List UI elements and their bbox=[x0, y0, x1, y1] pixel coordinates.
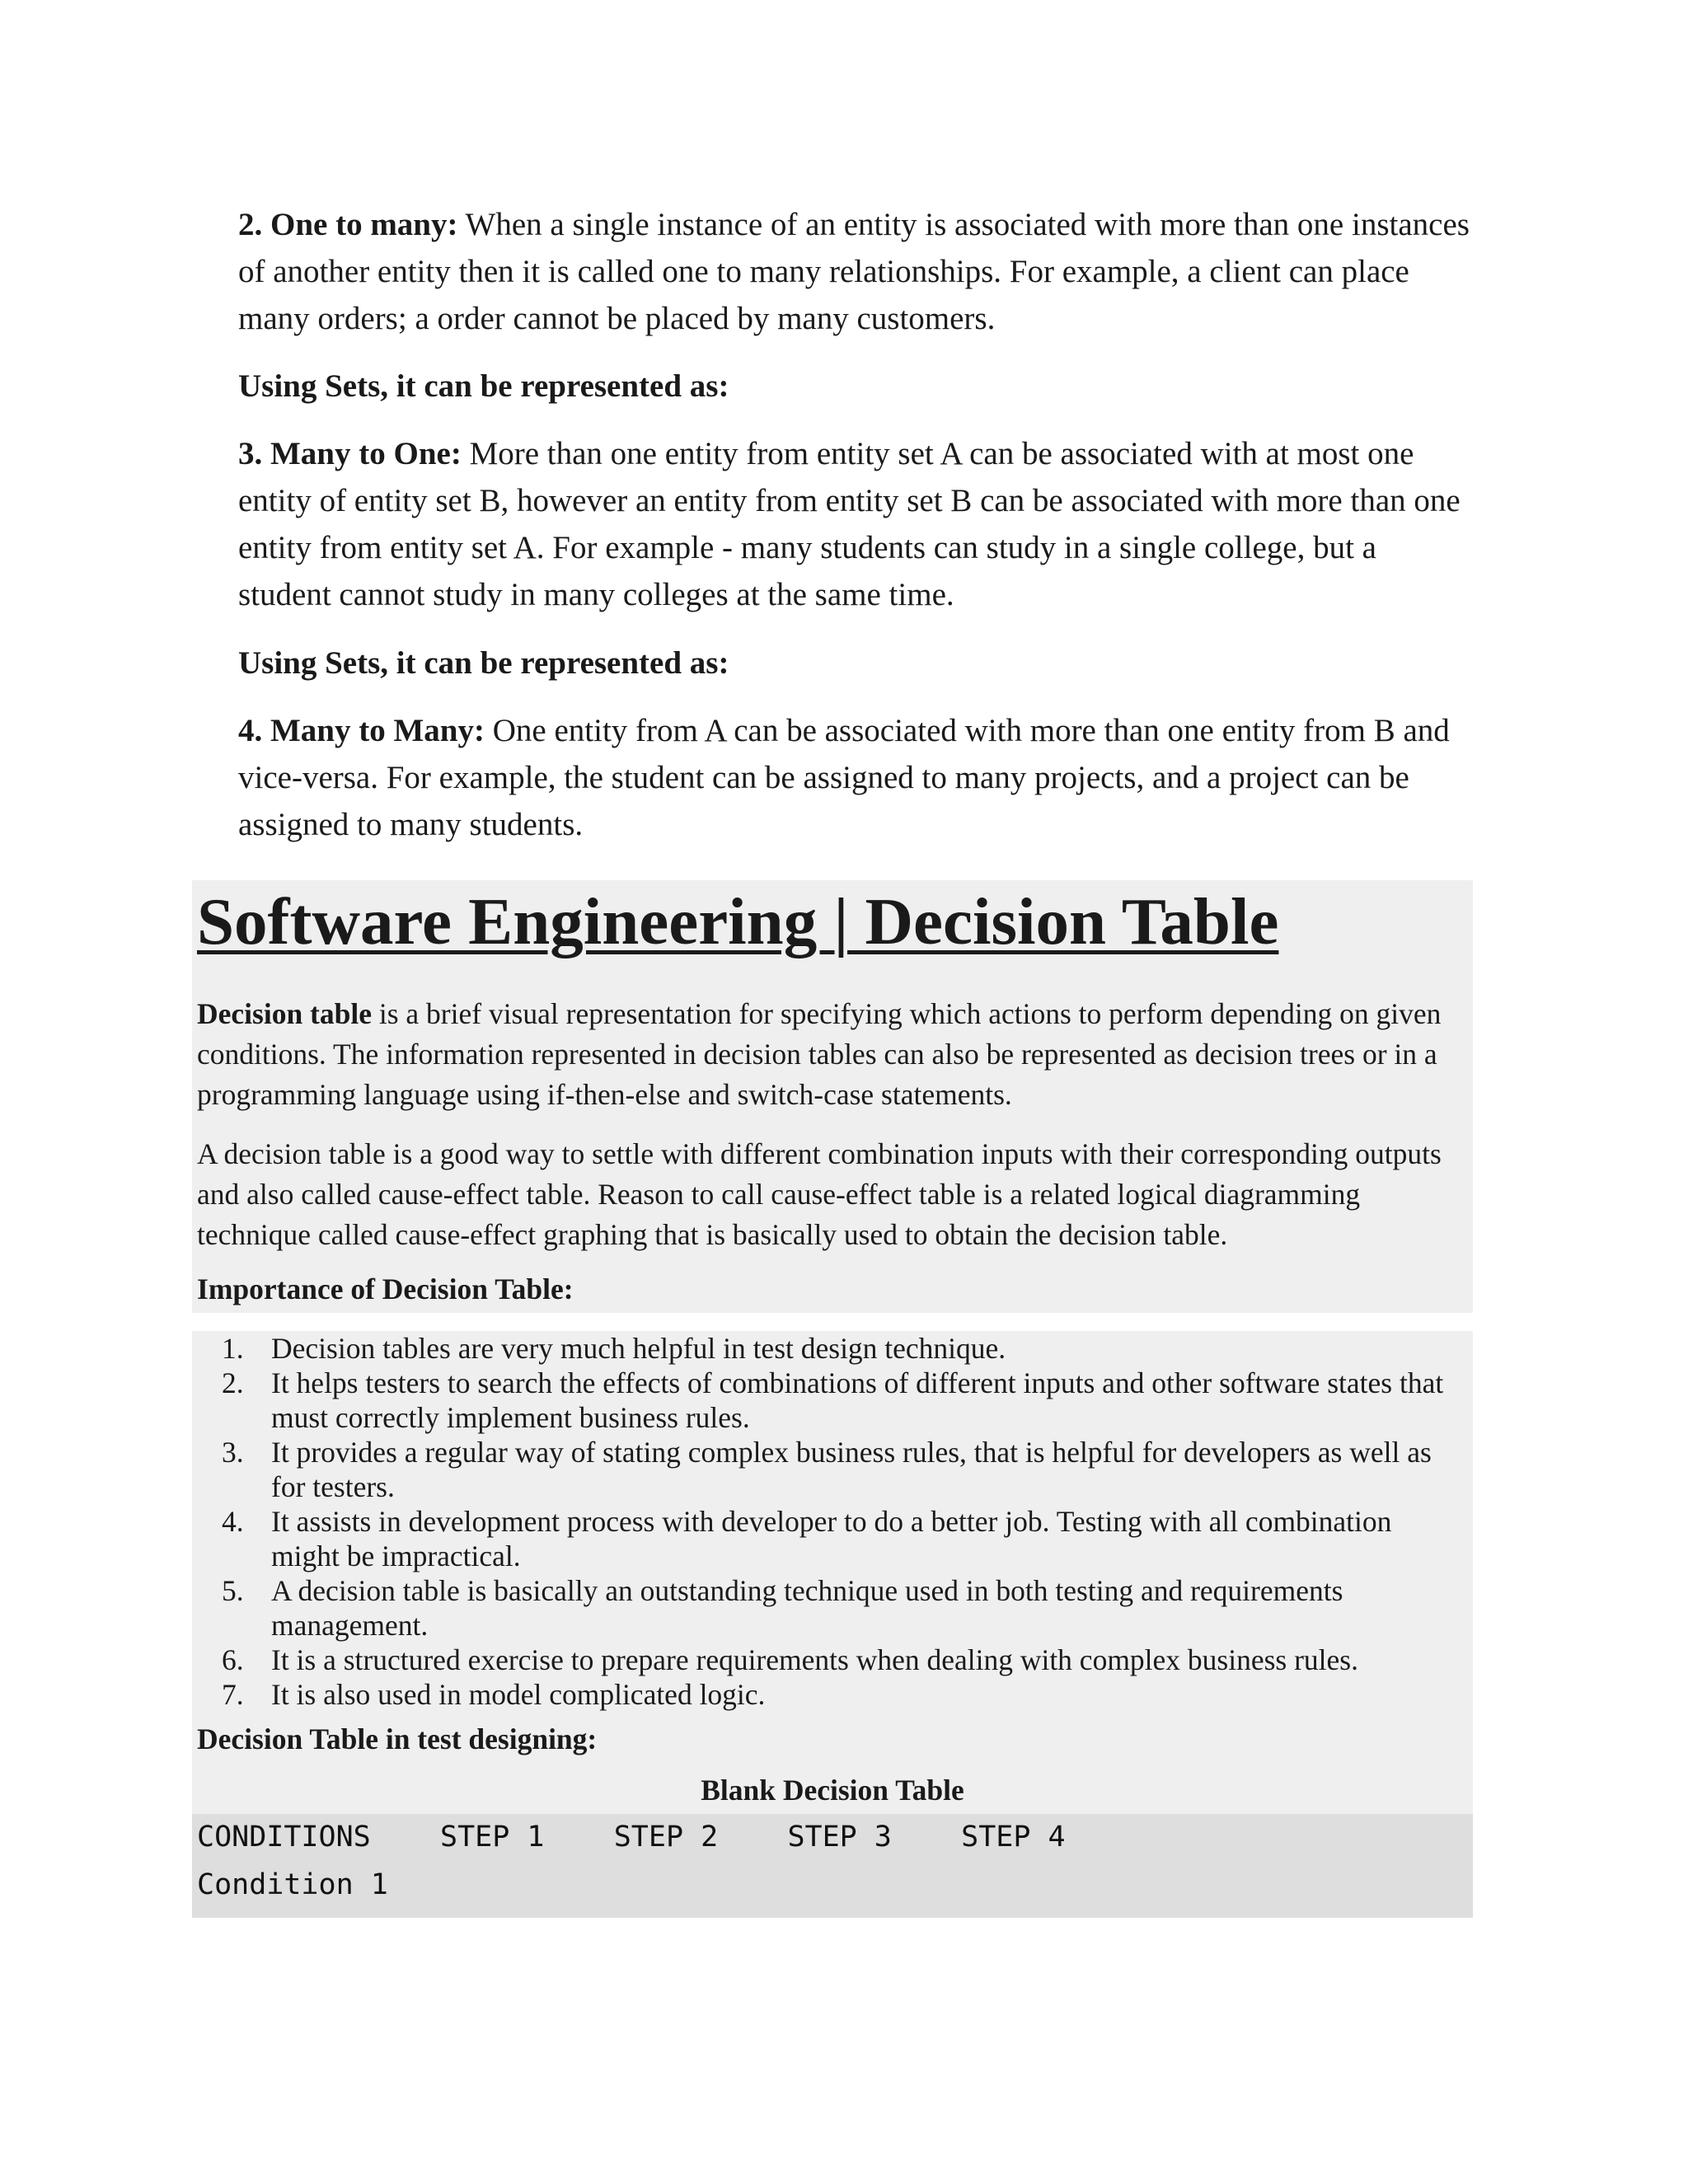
one-to-many-text: When a single instance of an entity is associated with more than one instances of another entity then it is called one to many relationships. For example, a client can place many orders; a order cannot be placed by many customers. bbox=[238, 207, 1470, 336]
code-block bbox=[192, 1814, 1473, 1918]
importance-heading: Importance of Decision Table: bbox=[197, 1272, 574, 1305]
sets-caption: Using Sets, it can be represented as: bbox=[238, 645, 729, 681]
list-number: 7. bbox=[222, 1678, 244, 1711]
list-item-text: It is a structured exercise to prepare requirements when dealing with complex business rules. bbox=[271, 1643, 1358, 1676]
list-item-text: It helps testers to search the effects of combinations of different inputs and other software states that must correctly implement business rules. bbox=[271, 1366, 1444, 1434]
cause-effect-paragraph: A decision table is a good way to settle with different combination inputs with their corresponding outputs and also called cause-effect table. Reason to call cause-effect table is a related logical diagramming technique called cause-effect graphing that is basically used to obtain the decision table. bbox=[197, 1137, 1442, 1251]
one-to-many-paragraph bbox=[238, 201, 1475, 342]
list-item-text: Decision tables are very much helpful in test design technique. bbox=[271, 1332, 1006, 1365]
list-item bbox=[213, 1331, 1466, 1366]
many-to-one-label: 3. Many to One: bbox=[238, 436, 462, 471]
list-number: 3. bbox=[222, 1436, 244, 1469]
list-item-text: It is also used in model complicated logic. bbox=[271, 1678, 766, 1711]
many-to-one-paragraph bbox=[238, 430, 1475, 618]
list-item bbox=[213, 1366, 1466, 1435]
importance-list bbox=[213, 1331, 1466, 1712]
intro-paragraph bbox=[197, 994, 1473, 1115]
many-to-many-text: One entity from A can be associated with more than one entity from B and vice-versa. For example, the student can be assigned to many projects, and a project can be assigned to many students. bbox=[238, 713, 1450, 842]
code-line-condition: Condition 1 bbox=[197, 1868, 388, 1901]
intro-bold-term: Decision table bbox=[197, 997, 372, 1030]
intro-text: is a brief visual representation for specifying which actions to perform depending on given conditions. The information represented in decision tables can also be represented as decision trees or in a programming language using if-then-else and switch-case statements. bbox=[197, 997, 1442, 1111]
list-number: 4. bbox=[222, 1505, 244, 1538]
list-item bbox=[213, 1573, 1466, 1643]
sets-caption: Using Sets, it can be represented as: bbox=[238, 368, 729, 404]
list-item-text: A decision table is basically an outstanding technique used in both testing and requirements management. bbox=[271, 1574, 1343, 1642]
many-to-one-text: More than one entity from entity set A can be associated with at most one entity of entity set B, however an entity from entity set B can be associated with more than one entity from entity set A. For example - many students can study in a single college, but a student cannot study in many colleges at the same time. bbox=[238, 436, 1461, 612]
list-item bbox=[213, 1435, 1466, 1504]
many-to-many-label: 4. Many to Many: bbox=[238, 713, 485, 748]
list-number: 2. bbox=[222, 1366, 244, 1399]
section-title: Software Engineering | Decision Table bbox=[197, 884, 1279, 958]
list-number: 1. bbox=[222, 1332, 244, 1365]
list-item-text: It provides a regular way of stating complex business rules, that is helpful for developers as well as for testers. bbox=[271, 1436, 1432, 1503]
one-to-many-label: 2. One to many: bbox=[238, 207, 458, 242]
code-line-header: CONDITIONS STEP 1 STEP 2 STEP 3 STEP 4 bbox=[197, 1821, 1066, 1854]
test-design-heading: Decision Table in test designing: bbox=[197, 1722, 598, 1755]
many-to-many-paragraph bbox=[238, 707, 1475, 848]
list-item bbox=[213, 1677, 1466, 1712]
list-number: 5. bbox=[222, 1574, 244, 1607]
blank-table-caption: Blank Decision Table bbox=[701, 1774, 964, 1807]
list-item bbox=[213, 1643, 1466, 1677]
list-item bbox=[213, 1504, 1466, 1573]
list-item-text: It assists in development process with developer to do a better job. Testing with all combination might be impractical. bbox=[271, 1505, 1392, 1572]
list-number: 6. bbox=[222, 1643, 244, 1676]
